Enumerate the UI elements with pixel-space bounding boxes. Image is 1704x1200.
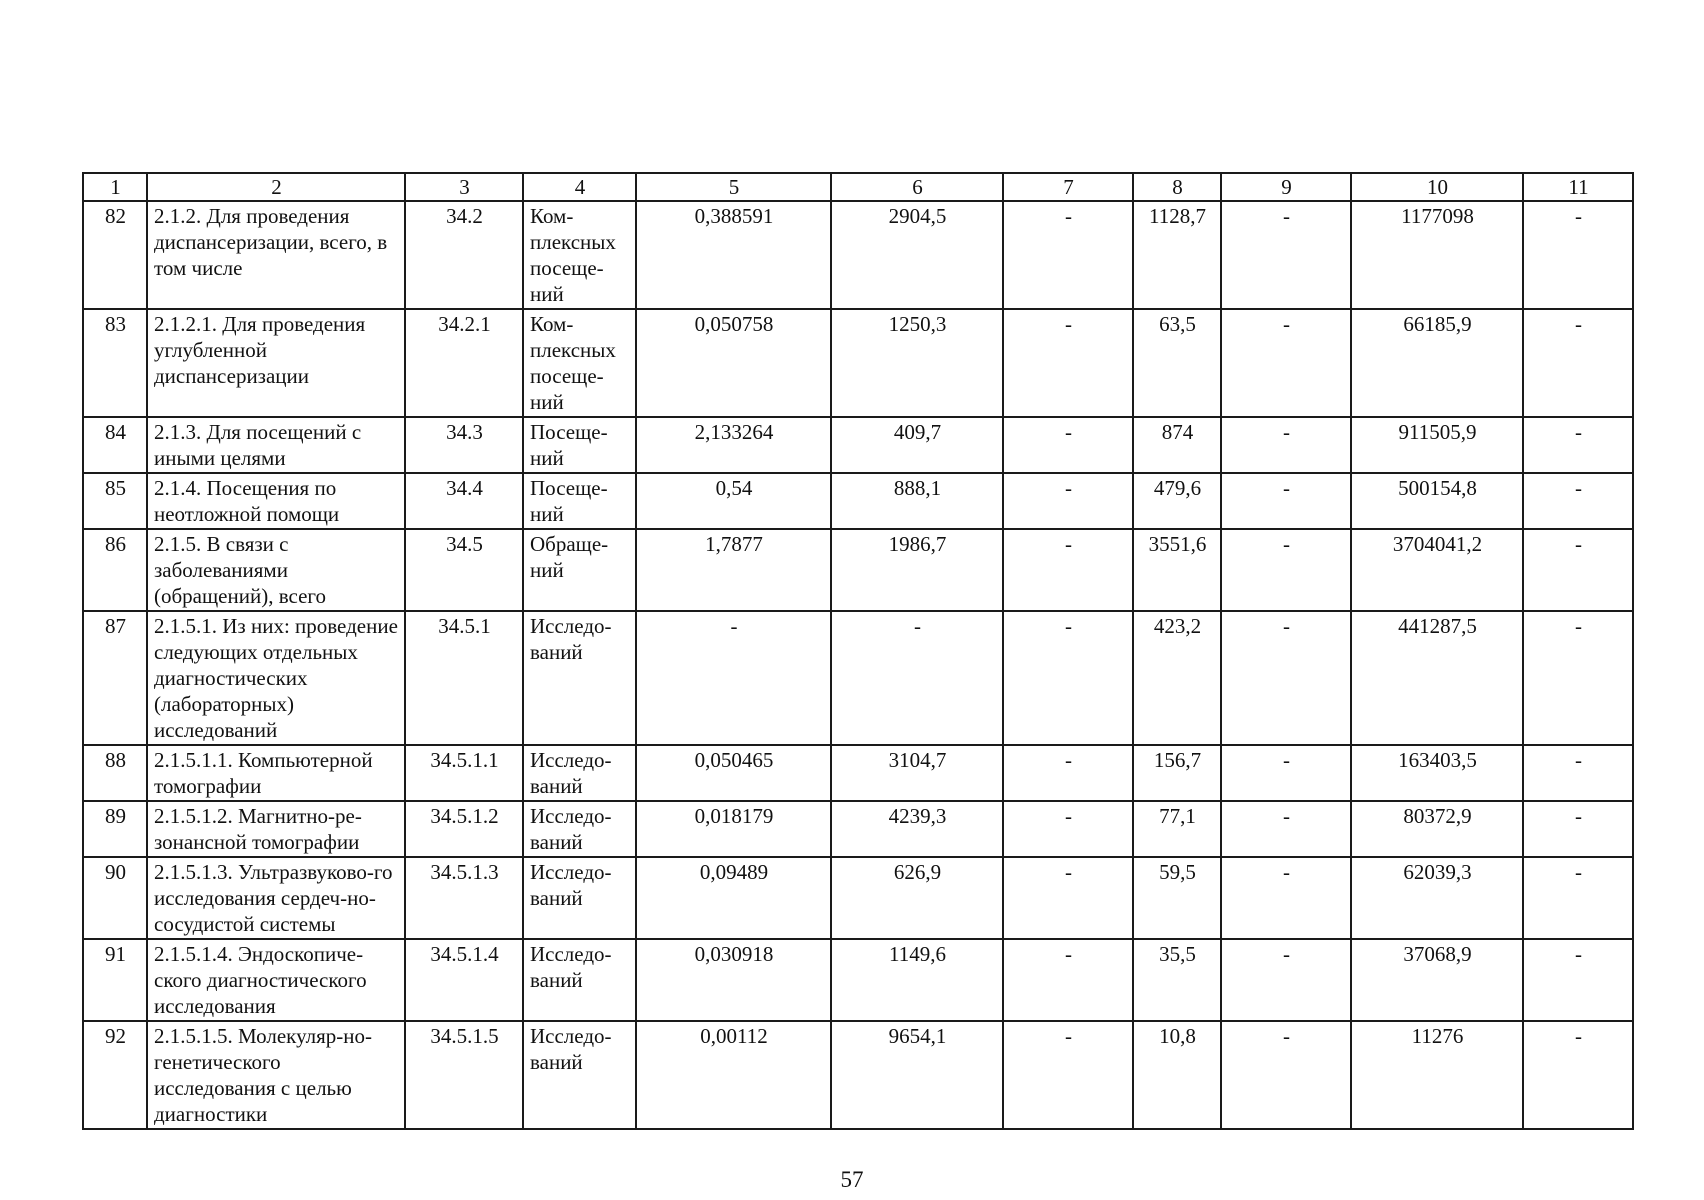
table-row — [83, 417, 1633, 473]
table-row — [83, 309, 1633, 417]
item-code-cell: 34.5.1 — [405, 611, 523, 745]
row-number-cell: 85 — [83, 473, 147, 529]
value-col-6-cell: 888,1 — [831, 473, 1003, 529]
value-col-9-cell: - — [1221, 745, 1351, 801]
item-name-cell: 2.1.5. В связи с заболеваниями (обращений), всего — [147, 529, 405, 611]
value-col-9-cell: - — [1221, 939, 1351, 1021]
value-col-10-cell: 911505,9 — [1351, 417, 1523, 473]
table-body — [83, 201, 1633, 1129]
column-header-9: 9 — [1221, 173, 1351, 201]
unit-cell: Исследо-ваний — [523, 611, 636, 745]
item-name-cell: 2.1.5.1.1. Компьютерной томографии — [147, 745, 405, 801]
value-col-6-cell: - — [831, 611, 1003, 745]
value-col-8-cell: 59,5 — [1133, 857, 1221, 939]
unit-cell: Исследо-ваний — [523, 801, 636, 857]
value-col-7-cell: - — [1003, 745, 1133, 801]
value-col-7-cell: - — [1003, 611, 1133, 745]
value-col-10-cell: 3704041,2 — [1351, 529, 1523, 611]
value-col-6-cell: 1986,7 — [831, 529, 1003, 611]
value-col-8-cell: 874 — [1133, 417, 1221, 473]
table-row — [83, 857, 1633, 939]
value-col-10-cell: 80372,9 — [1351, 801, 1523, 857]
row-number-cell: 91 — [83, 939, 147, 1021]
value-col-7-cell: - — [1003, 309, 1133, 417]
value-col-5-cell: 0,388591 — [636, 201, 831, 309]
unit-cell: Обраще-ний — [523, 529, 636, 611]
value-col-6-cell: 9654,1 — [831, 1021, 1003, 1129]
value-col-5-cell: 1,7877 — [636, 529, 831, 611]
unit-cell: Ком-плексных посеще-ний — [523, 309, 636, 417]
value-col-9-cell: - — [1221, 529, 1351, 611]
item-name-cell: 2.1.5.1.2. Магнитно-ре-зонансной томографии — [147, 801, 405, 857]
value-col-11-cell: - — [1523, 529, 1633, 611]
value-col-9-cell: - — [1221, 857, 1351, 939]
value-col-5-cell: 0,018179 — [636, 801, 831, 857]
value-col-9-cell: - — [1221, 611, 1351, 745]
item-code-cell: 34.5.1.3 — [405, 857, 523, 939]
item-code-cell: 34.4 — [405, 473, 523, 529]
value-col-9-cell: - — [1221, 417, 1351, 473]
item-name-cell: 2.1.4. Посещения по неотложной помощи — [147, 473, 405, 529]
value-col-7-cell: - — [1003, 201, 1133, 309]
unit-cell: Исследо-ваний — [523, 939, 636, 1021]
value-col-8-cell: 63,5 — [1133, 309, 1221, 417]
column-header-8: 8 — [1133, 173, 1221, 201]
item-name-cell: 2.1.3. Для посещений с иными целями — [147, 417, 405, 473]
unit-cell: Посеще-ний — [523, 417, 636, 473]
value-col-11-cell: - — [1523, 201, 1633, 309]
value-col-5-cell: 0,050465 — [636, 745, 831, 801]
value-col-9-cell: - — [1221, 1021, 1351, 1129]
value-col-8-cell: 10,8 — [1133, 1021, 1221, 1129]
row-number-cell: 88 — [83, 745, 147, 801]
item-code-cell: 34.3 — [405, 417, 523, 473]
value-col-9-cell: - — [1221, 801, 1351, 857]
column-header-6: 6 — [831, 173, 1003, 201]
value-col-10-cell: 11276 — [1351, 1021, 1523, 1129]
value-col-10-cell: 37068,9 — [1351, 939, 1523, 1021]
table-row — [83, 1021, 1633, 1129]
column-header-11: 11 — [1523, 173, 1633, 201]
value-col-6-cell: 1149,6 — [831, 939, 1003, 1021]
item-name-cell: 2.1.5.1. Из них: проведение следующих отдельных диагностических (лабораторных) исследований — [147, 611, 405, 745]
value-col-8-cell: 423,2 — [1133, 611, 1221, 745]
value-col-9-cell: - — [1221, 473, 1351, 529]
value-col-6-cell: 1250,3 — [831, 309, 1003, 417]
row-number-cell: 83 — [83, 309, 147, 417]
column-header-2: 2 — [147, 173, 405, 201]
value-col-11-cell: - — [1523, 745, 1633, 801]
value-col-7-cell: - — [1003, 529, 1133, 611]
value-col-9-cell: - — [1221, 201, 1351, 309]
data-table — [82, 172, 1634, 1130]
value-col-5-cell: 0,030918 — [636, 939, 831, 1021]
value-col-7-cell: - — [1003, 939, 1133, 1021]
table-row — [83, 611, 1633, 745]
column-header-4: 4 — [523, 173, 636, 201]
value-col-11-cell: - — [1523, 939, 1633, 1021]
unit-cell: Исследо-ваний — [523, 857, 636, 939]
header-row — [83, 173, 1633, 201]
value-col-5-cell: - — [636, 611, 831, 745]
unit-cell: Исследо-ваний — [523, 1021, 636, 1129]
table-row — [83, 745, 1633, 801]
item-code-cell: 34.2 — [405, 201, 523, 309]
unit-cell: Посеще-ний — [523, 473, 636, 529]
value-col-6-cell: 2904,5 — [831, 201, 1003, 309]
value-col-5-cell: 0,54 — [636, 473, 831, 529]
column-header-7: 7 — [1003, 173, 1133, 201]
unit-cell: Исследо-ваний — [523, 745, 636, 801]
unit-cell: Ком-плексных посеще-ний — [523, 201, 636, 309]
item-name-cell: 2.1.5.1.3. Ультразвуково-го исследования сердеч-но-сосудистой системы — [147, 857, 405, 939]
page-number: 57 — [840, 1167, 864, 1192]
value-col-8-cell: 1128,7 — [1133, 201, 1221, 309]
item-code-cell: 34.5.1.2 — [405, 801, 523, 857]
value-col-5-cell: 2,133264 — [636, 417, 831, 473]
item-name-cell: 2.1.2.1. Для проведения углубленной диспансеризации — [147, 309, 405, 417]
item-name-cell: 2.1.5.1.4. Эндоскопиче-ского диагностического исследования — [147, 939, 405, 1021]
row-number-cell: 90 — [83, 857, 147, 939]
value-col-10-cell: 1177098 — [1351, 201, 1523, 309]
value-col-9-cell: - — [1221, 309, 1351, 417]
value-col-6-cell: 4239,3 — [831, 801, 1003, 857]
value-col-10-cell: 500154,8 — [1351, 473, 1523, 529]
item-code-cell: 34.5 — [405, 529, 523, 611]
value-col-11-cell: - — [1523, 611, 1633, 745]
value-col-5-cell: 0,00112 — [636, 1021, 831, 1129]
value-col-6-cell: 626,9 — [831, 857, 1003, 939]
value-col-7-cell: - — [1003, 857, 1133, 939]
item-code-cell: 34.5.1.5 — [405, 1021, 523, 1129]
value-col-10-cell: 163403,5 — [1351, 745, 1523, 801]
value-col-11-cell: - — [1523, 857, 1633, 939]
item-name-cell: 2.1.2. Для проведения диспансеризации, всего, в том числе — [147, 201, 405, 309]
value-col-10-cell: 441287,5 — [1351, 611, 1523, 745]
column-header-10: 10 — [1351, 173, 1523, 201]
value-col-11-cell: - — [1523, 1021, 1633, 1129]
item-code-cell: 34.5.1.1 — [405, 745, 523, 801]
value-col-7-cell: - — [1003, 473, 1133, 529]
table-row — [83, 801, 1633, 857]
value-col-11-cell: - — [1523, 309, 1633, 417]
value-col-6-cell: 409,7 — [831, 417, 1003, 473]
row-number-cell: 92 — [83, 1021, 147, 1129]
row-number-cell: 84 — [83, 417, 147, 473]
value-col-11-cell: - — [1523, 417, 1633, 473]
value-col-7-cell: - — [1003, 1021, 1133, 1129]
row-number-cell: 87 — [83, 611, 147, 745]
item-name-cell: 2.1.5.1.5. Молекуляр-но-генетического исследования с целью диагностики — [147, 1021, 405, 1129]
value-col-8-cell: 77,1 — [1133, 801, 1221, 857]
value-col-11-cell: - — [1523, 801, 1633, 857]
value-col-10-cell: 62039,3 — [1351, 857, 1523, 939]
column-header-1: 1 — [83, 173, 147, 201]
item-code-cell: 34.5.1.4 — [405, 939, 523, 1021]
value-col-5-cell: 0,050758 — [636, 309, 831, 417]
table-row — [83, 473, 1633, 529]
value-col-7-cell: - — [1003, 417, 1133, 473]
value-col-11-cell: - — [1523, 473, 1633, 529]
row-number-cell: 86 — [83, 529, 147, 611]
value-col-6-cell: 3104,7 — [831, 745, 1003, 801]
row-number-cell: 89 — [83, 801, 147, 857]
value-col-8-cell: 156,7 — [1133, 745, 1221, 801]
column-header-3: 3 — [405, 173, 523, 201]
item-code-cell: 34.2.1 — [405, 309, 523, 417]
value-col-7-cell: - — [1003, 801, 1133, 857]
table-row — [83, 529, 1633, 611]
value-col-8-cell: 3551,6 — [1133, 529, 1221, 611]
column-header-5: 5 — [636, 173, 831, 201]
value-col-8-cell: 479,6 — [1133, 473, 1221, 529]
value-col-8-cell: 35,5 — [1133, 939, 1221, 1021]
table-row — [83, 201, 1633, 309]
row-number-cell: 82 — [83, 201, 147, 309]
value-col-10-cell: 66185,9 — [1351, 309, 1523, 417]
value-col-5-cell: 0,09489 — [636, 857, 831, 939]
table-header — [83, 173, 1633, 201]
table-row — [83, 939, 1633, 1021]
